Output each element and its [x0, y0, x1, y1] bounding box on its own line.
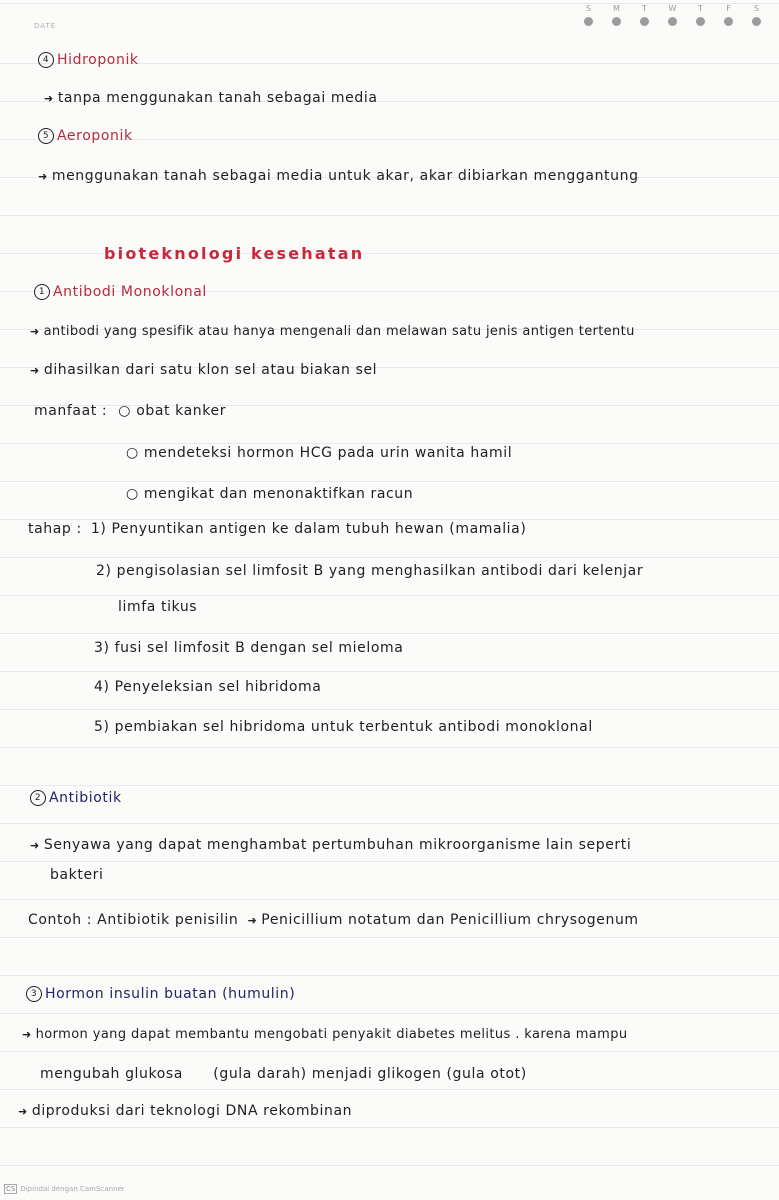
manfaat-item: obat kanker — [136, 403, 227, 419]
manfaat-item: mendeteksi hormon HCG pada urin wanita hamil — [143, 445, 513, 461]
number-circle: 5 — [38, 128, 54, 144]
manfaat-line-2: ○ mendeteksi hormon HCG pada urin wanita hamil — [126, 445, 513, 461]
tahap-line-4 — [94, 679, 321, 695]
hidroponik-desc: ➜ tanpa menggunakan tanah sebagai media — [44, 90, 378, 106]
tahap-item: 2) pengisolasian sel limfosit B yang menghasilkan antibodi dari kelenjar — [96, 563, 644, 579]
hormon-desc-2: mengubah glukosa (gula darah) menjadi glikogen (gula otot) — [40, 1066, 527, 1082]
day-marker: T — [696, 4, 705, 26]
tahap-label: tahap : — [28, 521, 82, 537]
hormon-desc-1: ➜ hormon yang dapat membantu mengobati penyakit diabetes melitus . karena mampu — [22, 1027, 628, 1042]
arrow-icon: ➜ — [22, 1028, 32, 1041]
aeroponik-heading: 5 Aeroponik — [38, 128, 133, 144]
antibiotik-desc-2: bakteri — [50, 867, 104, 883]
number-circle: 2 — [30, 790, 46, 806]
day-marker: W — [668, 4, 677, 26]
tahap-item: 1) Penyuntikan antigen ke dalam tubuh hewan (mamalia) — [90, 521, 527, 537]
arrow-icon: ➜ — [247, 914, 258, 927]
hidroponik-heading: 4 Hidroponik — [38, 52, 139, 68]
arrow-icon: ➜ — [30, 364, 40, 377]
antibodi-heading: 1 Antibodi Monoklonal — [34, 284, 207, 300]
day-marker: F — [724, 4, 733, 26]
day-selector — [584, 4, 761, 26]
tahap-line-2b — [118, 599, 197, 615]
antibiotik-desc-1: ➜ Senyawa yang dapat menghambat pertumbuhan mikroorganisme lain seperti — [30, 837, 632, 853]
tahap-line-5 — [94, 719, 593, 735]
tahap-line-1 — [28, 521, 526, 537]
antibiotik-contoh: Contoh : Antibiotik penisilin ➜ Penicillium notatum dan Penicillium chrysogenum — [28, 912, 639, 928]
scanner-watermark — [4, 1184, 125, 1194]
tahap-line-3 — [94, 640, 403, 656]
aeroponik-desc: ➜ menggunakan tanah sebagai media untuk akar, akar dibiarkan menggantung — [38, 168, 639, 184]
hormon-desc-3: ➜ diproduksi dari teknologi DNA rekombinan — [18, 1103, 353, 1119]
contoh-label: Contoh : — [28, 912, 93, 928]
arrow-icon: ➜ — [30, 839, 40, 852]
hormon-heading: 3 Hormon insulin buatan (humulin) — [26, 986, 295, 1002]
tahap-line-2 — [96, 563, 643, 579]
number-circle: 4 — [38, 52, 54, 68]
arrow-icon: ➜ — [38, 170, 48, 183]
tahap-item: limfa tikus — [118, 599, 198, 615]
number-circle: 3 — [26, 986, 42, 1002]
page-title: bioteknologi kesehatan — [104, 244, 365, 263]
day-marker: S — [752, 4, 761, 26]
antibodi-desc-2: ➜ dihasilkan dari satu klon sel atau biakan sel — [30, 362, 378, 378]
day-marker: S — [584, 4, 593, 26]
tahap-item: 5) pembiakan sel hibridoma untuk terbentuk antibodi monoklonal — [94, 719, 593, 735]
tahap-item: 4) Penyeleksian sel hibridoma — [94, 679, 322, 695]
date-label: DATE — [34, 22, 57, 30]
arrow-icon: ➜ — [18, 1105, 28, 1118]
day-marker: M — [612, 4, 621, 26]
day-marker: T — [640, 4, 649, 26]
manfaat-label: manfaat : — [34, 403, 108, 419]
manfaat-line-3: ○ mengikat dan menonaktifkan racun — [126, 486, 414, 502]
number-circle: 1 — [34, 284, 50, 300]
tahap-item: 3) fusi sel limfosit B dengan sel mieloma — [94, 640, 404, 656]
watermark-text: Dipindai dengan CamScanner — [20, 1185, 125, 1193]
camscanner-logo: CS — [6, 1185, 16, 1193]
manfaat-item: mengikat dan menonaktifkan racun — [143, 486, 414, 502]
arrow-icon: ➜ — [30, 325, 40, 338]
arrow-icon: ➜ — [44, 92, 54, 105]
antibodi-desc-1: ➜ antibodi yang spesifik atau hanya mengenali dan melawan satu jenis antigen tertentu — [30, 324, 635, 339]
antibiotik-heading: 2 Antibiotik — [30, 790, 122, 806]
manfaat-line-1: manfaat : ○ obat kanker — [34, 403, 227, 419]
